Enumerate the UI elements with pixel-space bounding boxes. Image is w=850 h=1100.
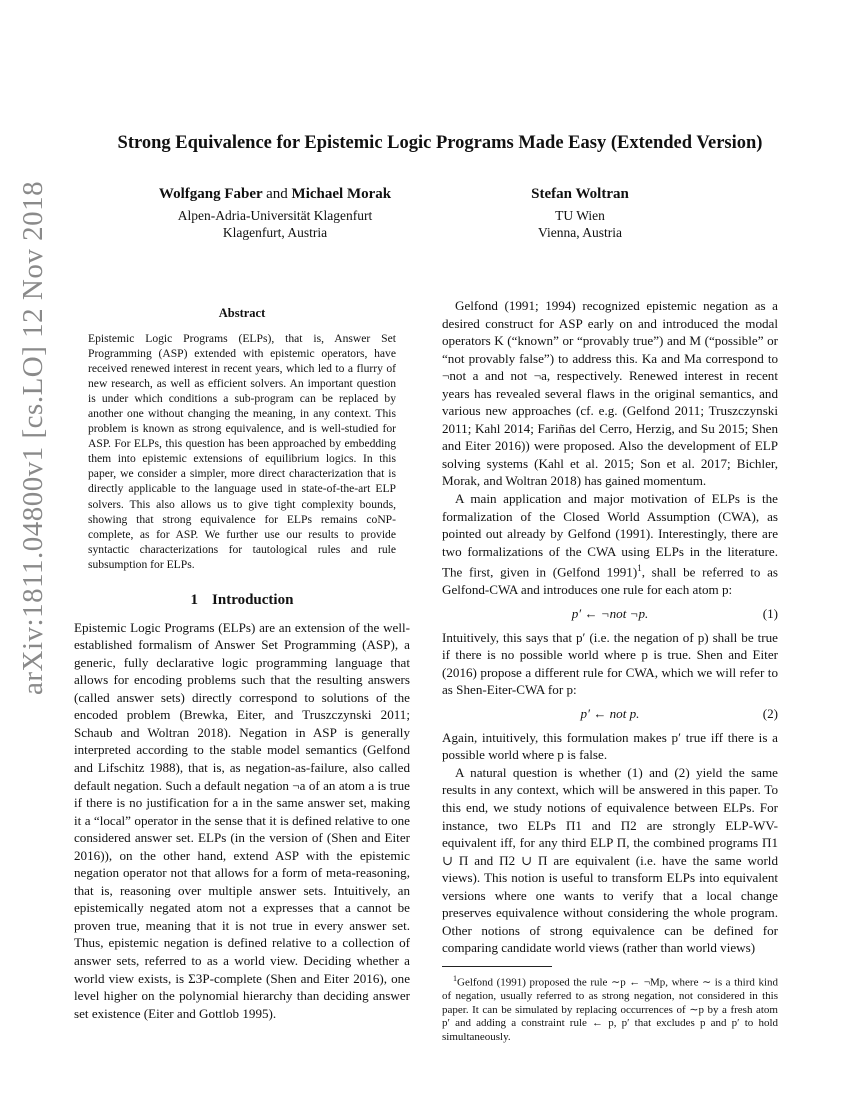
author-conjunction: and <box>266 186 288 202</box>
affiliation-line: Alpen-Adria-Universität Klagenfurt <box>177 208 373 223</box>
affiliation-line: Klagenfurt, Austria <box>222 225 328 240</box>
footnote-mark: 1 <box>453 973 457 983</box>
section-title: Introduction <box>212 592 294 609</box>
body-paragraph: Gelfond (1991; 1994) recognized epistemic negation as a desired construct for ASP early on and introduced the modal operators K (“known” or “provably true”) and M (“possible” or “not provably false”) to address this. Ka and Ma correspond to ¬not a and not ¬a, respectively. Renewed interest in recent years has revealed several flaws in the original semantics, and various new approaches (cf. e.g. (Gelfond 2011; Truszczynski 2011; Kahl 2014; Fariñas del Cerro, Herzig, and Su 2015; Shen and Eiter 2016)) were proposed. Also the development of ELP solving systems (Kahl et al. 2015; Son et al. 2017; Bichler, Morak, and Woltran 2018) has gained momentum. <box>442 298 778 489</box>
footnote <box>442 972 778 1045</box>
equation-body: p′ ← ¬not ¬p. <box>571 605 649 621</box>
body-paragraph: Intuitively, this says that p′ (i.e. the negation of p) shall be true if there is no possible world where p is true. Shen and Eiter (2016) propose a different rule for CWA, which we will refer to as Shen-Eiter-CWA for p: <box>442 629 778 698</box>
footnote-text: Gelfond (1991) proposed the rule ∼p ← ¬Mp, where ∼ is a third kind of negation, usually referred to as strong negation, not considered in this paper. It can be simulated by replacing occurrences of ∼p by a fresh atom p′ and adding a constraint rule ← p, p′ that excludes p and p′ to hold simultaneously. <box>442 976 778 1043</box>
equation <box>442 602 778 626</box>
paper-title: Strong Equivalence for Epistemic Logic Programs Made Easy (Extended Version) <box>117 133 763 153</box>
arxiv-identifier: arXiv:1811.04800v1 [cs.LO] 12 Nov 2018 <box>17 180 49 695</box>
footnote-divider <box>442 966 552 967</box>
paragraph-text: , shall be referred to as Gelfond-CWA and introduces one rule for each atom p: <box>442 564 778 598</box>
abstract-text: Epistemic Logic Programs (ELPs), that is, Answer Set Programming (ASP) extended with epistemic operators, have received renewed interest in recent years, which led to a flurry of new research, as well as efficient solvers. An important question is under which conditions a sub-program can be replaced by another one without changing the meaning, in any context. This problem is known as strong equivalence, and is well-studied for ASP. For ELPs, this question has been approached by embedding them into epistemic extensions of equilibrium logics. In this paper, we consider a simpler, more direct characterization that is directly applicable to the language used in state-of-the-art ELP solvers. This also allows us to give tight complexity bounds, showing that strong equivalence for ELPs remains coNP-complete, as for ASP. We further use our results to provide syntactic characterizations for tautological rules and rule subsumption for ELPs. <box>88 331 396 571</box>
author-names <box>130 186 420 203</box>
author-block-vienna <box>480 186 680 241</box>
section-heading <box>74 592 410 610</box>
affiliation-line: TU Wien <box>555 208 605 223</box>
section-number: 1 <box>190 592 199 609</box>
footnote-reference[interactable]: 1 <box>637 563 642 574</box>
equation <box>442 702 778 726</box>
author-name: Michael Morak <box>291 186 392 202</box>
body-paragraph: A natural question is whether (1) and (2) yield the same results in any context, which will be answered in this paper. To this end, we study notions of equivalence between ELPs. For instance, two ELPs Π1 and Π2 are strongly ELP-WV-equivalent iff, for any third ELP Π, the combined programs Π1 ∪ Π and Π2 ∪ Π are equivalent (i.e. have the same world views). This notion is useful to transform ELPs into equivalent versions where one wants to verify that a local change preserves equivalence without considering the whole program. Other notions of strong equivalence can be defined for comparing candidate world views (rather than world views) <box>442 764 778 956</box>
body-paragraph: Again, intuitively, this formulation makes p′ true iff there is a possible world where p is false. <box>442 729 778 763</box>
body-paragraph <box>442 490 778 599</box>
right-column <box>442 297 778 1045</box>
abstract-heading: Abstract <box>218 306 266 320</box>
affiliation-line: Vienna, Austria <box>538 225 622 240</box>
equation-number: (1) <box>762 605 778 621</box>
equation-body: p′ ← not p. <box>580 705 640 721</box>
left-column <box>74 305 410 1022</box>
equation-number: (2) <box>762 705 778 721</box>
paragraph-text: A main application and major motivation of ELPs is the formalization of the Closed World Assumption (CWA), as pointed out already by Gelfond (1991). Interestingly, there are two formalizations of the CWA using ELPs in the literature. The first, given in (Gelfond 1991) <box>442 491 778 580</box>
intro-paragraph: Epistemic Logic Programs (ELPs) are an extension of the well-established formalism of Answer Set Programming (ASP), a generic, fully declarative logic programming language that allows for encoding problems such that the resulting answers (called answer sets) directly correspond to solutions of the encoded problem (Brewka, Eiter, and Truszczynski 2011; Schaub and Woltran 2018). Negation in ASP is generally interpreted according to the stable model semantics (Gelfond and Lifschitz 1988), that is, as negation-as-failure, also called default negation. Such a default negation ¬a of an atom a is true if there is no justification for a in the same answer set, making it a “local” operator in the sense that it is defined relative to one considered answer set. ELPs (in the version of (Shen and Eiter 2016)), on the other hand, extend ASP with the epistemic negation operator not that allows for a form of meta-reasoning, that is, reasoning over multiple answer sets. Intuitively, an epistemically negated atom not a expresses that a cannot be proven true, meaning that it is not true in every answer set. Thus, epistemic negation is defined relative to a collection of answer sets, referred to as a world view. Deciding whether a world view exists, is Σ3P-complete (Shen and Eiter 2016), one level higher on the polynomial hierarchy than deciding answer set existence (Eiter and Gottlob 1995). <box>74 619 410 1021</box>
author-block-klagenfurt <box>130 186 420 241</box>
author-name: Wolfgang Faber <box>158 186 263 202</box>
author-name: Stefan Woltran <box>531 186 629 202</box>
